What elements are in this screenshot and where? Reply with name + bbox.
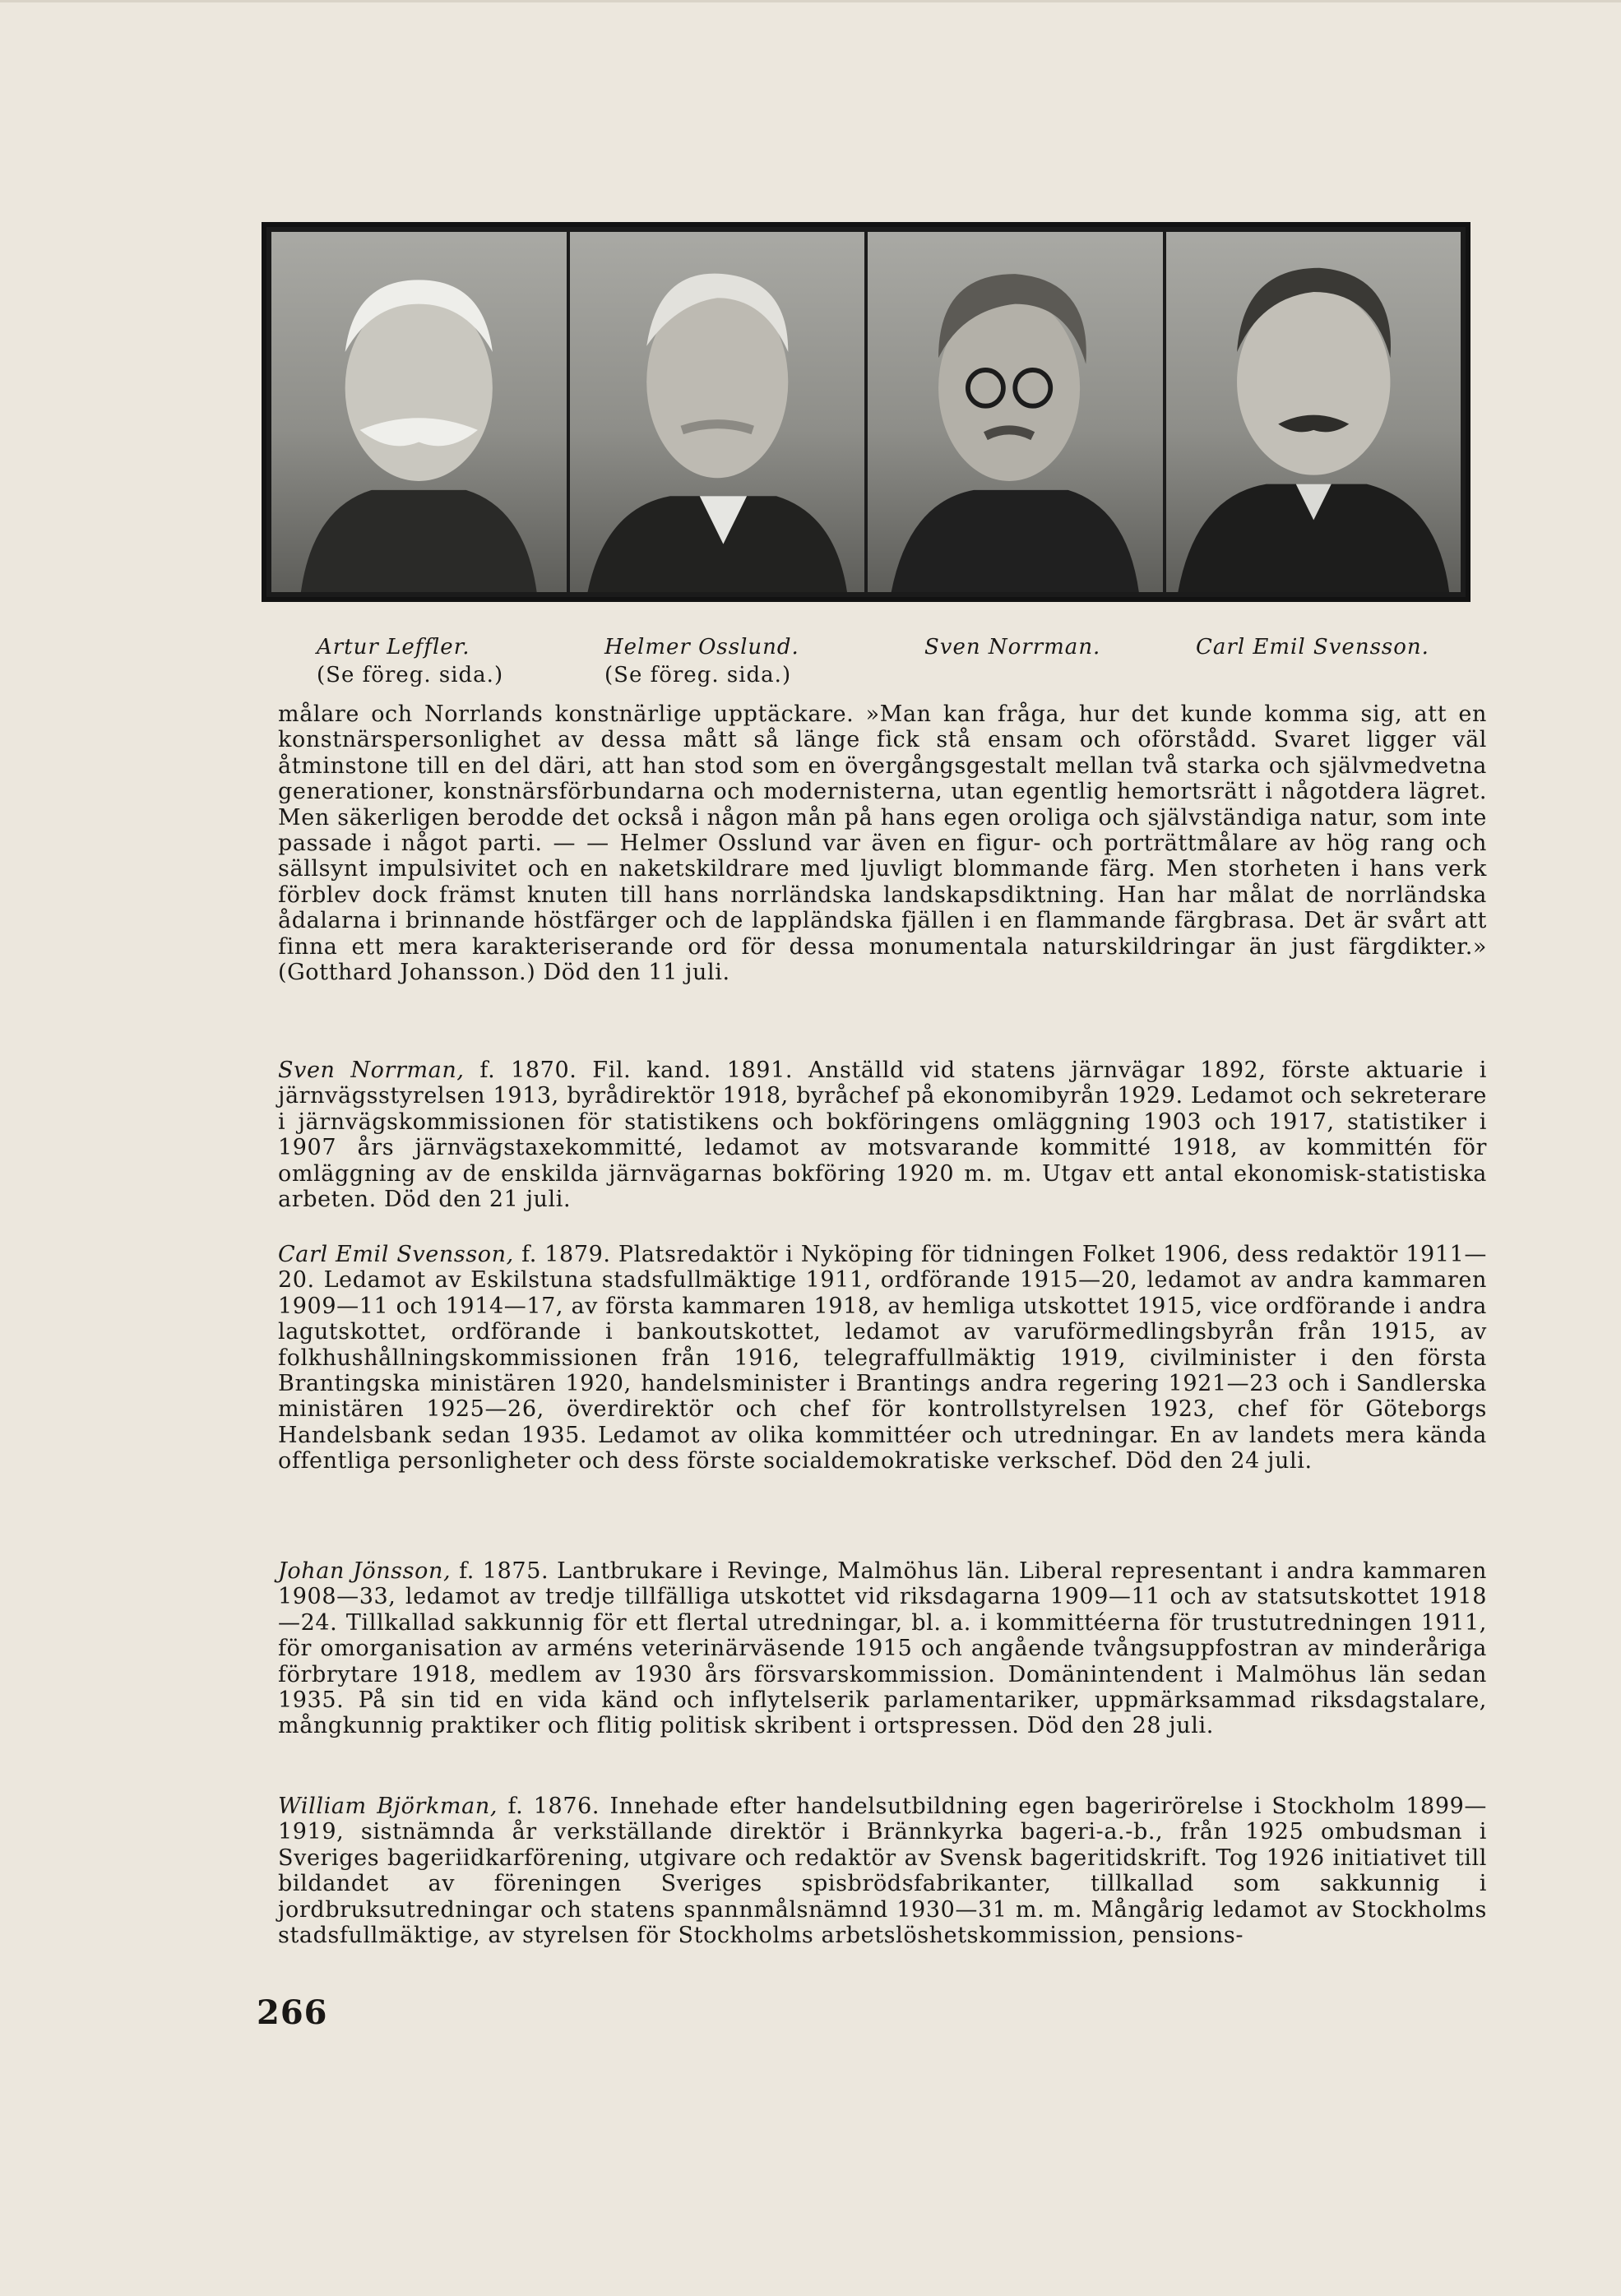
caption-carl-emil-svensson: [1196, 633, 1475, 661]
portrait-photo-helmer-osslund: [570, 232, 865, 592]
caption-name: Sven Norrman.: [924, 635, 1101, 660]
caption-sven-norrman: [924, 633, 1220, 661]
caption-reference: (Se föreg. sida.): [317, 663, 504, 687]
caption-artur-leffler: [317, 633, 613, 689]
paragraph-william-bjorkman: [278, 1794, 1487, 1948]
paragraph-carl-emil-svensson: [278, 1242, 1487, 1474]
paragraph-text: målare och Norrlands konstnärlige upptäckare. »Man kan fråga, hur det kunde komma sig, att en konstnärspersonlighet av dessa mått så länge fick stå ensam och oförstådd. Svaret ligger väl åtminstone till en del däri, att han stod som en övergångsgestalt mellan två starka och självmedvetna generationer, konstnärsförbundarna och modernisterna, utan egentlig hemortsrätt i någotdera lägret. Men säkerligen berodde det också i någon mån på hans egen oroliga och självständiga natur, som inte passade i något parti. — — Helmer Osslund var även en figur- och porträttmålare av hög rang och sällsynt impulsivitet och en naketskildrare med ljuvligt blommande färg. Men storheten i hans verk förblev dock främst knuten till hans norrländska landskapsdiktning. Han har målat de norrländska ådalarna i brinnande höstfärger och de lappländska fjällen i en flammande färgbrasa. Det är svårt att finna ett mera karakteriserande ord för dessa monumentala naturskildringar än just färgdikter.» (Gotthard Johansson.) Död den 11 juli.: [278, 701, 1487, 986]
caption-reference: (Se föreg. sida.): [604, 663, 792, 687]
caption-name: Helmer Osslund.: [604, 635, 799, 660]
paragraph-sven-norrman: [278, 1058, 1487, 1212]
portrait-photo-sven-norrman: [868, 232, 1163, 592]
portrait-photo-carl-emil-svensson: [1166, 232, 1461, 592]
paragraph-text: f. 1875. Lantbrukare i Revinge, Malmöhus län. Liberal representant i andra kammaren 1908—33, ledamot av tredje tillfälliga utskottet vid riksdagarna 1909—11 och av statsutskottet 1918—24. Tillkallad sakkunnig för ett flertal utredningar, bl. a. i kommittéerna för trustutredningen 1911, för omorganisation av arméns veterinärväsende 1915 och angående tvångsuppfostran av minderåriga förbrytare 1918, medlem av 1930 års försvarskommission. Domänintendent i Malmöhus län sedan 1935. På sin tid en vida känd och inflytelserik parlamentariker, uppmärksammad riksdagstalare, mångkunnig praktiker och flitig politisk skribent i ortspressen. Död den 28 juli.: [278, 1558, 1487, 1739]
paragraph-johan-jonsson: [278, 1558, 1487, 1739]
page-number: 266: [257, 1993, 328, 2032]
paragraph-text: f. 1876. Innehade efter handelsutbildning egen bagerirörelse i Stockholm 1899—1919, sistnämnda år verkställande direktör i Brännkyrka bageri-a.-b., från 1925 ombudsman i Sveriges bageriidkarförening, utgivare och redaktör av Svensk bageritidskrift. Tog 1926 initiativet till bildandet av föreningen Sveriges spisbrödsfabrikanter, tillkallad som sakkunnig i jordbruksutredningar och statens spannmålsnämnd 1930—31 m. m. Mångårig ledamot av Stockholms stadsfullmäktige, av styrelsen för Stockholms arbetslöshetskommission, pensions-: [278, 1794, 1487, 1949]
portrait-photo-artur-leffler: [271, 232, 567, 592]
paragraph-text: f. 1879. Platsredaktör i Nyköping för tidningen Folket 1906, dess redaktör 1911—20. Ledamot av Eskilstuna stadsfullmäktige 1911, ordförande 1915—20, ledamot av andra kammaren 1909—11 och 1914—17, av första kammaren 1918, av hemliga utskottet 1915, vice ordförande i andra lagutskottet, ordförande i bankoutskottet, ledamot av varuförmedlingsbyrån från 1915, av folkhushållningskommissionen från 1916, telegraffullmäktig 1919, civilminister i den första Brantingska ministären 1920, handelsminister i Brantings andra regering 1921—23 och i Sandlerska ministären 1925—26, överdirektör och chef för kontrollstyrelsen 1923, chef för Göteborgs Handelsbank sedan 1935. Ledamot av olika kommittéer och utredningar. En av landets mera kända offentliga personligheter och dess förste socialdemokratiske verkschef. Död den 24 juli.: [278, 1242, 1487, 1474]
paragraph-lead: Sven Norrman,: [278, 1058, 465, 1083]
paragraph-lead: Johan Jönsson,: [278, 1558, 452, 1584]
caption-name: Artur Leffler.: [317, 635, 470, 660]
paragraph-text: f. 1870. Fil. kand. 1891. Anställd vid statens järnvägar 1892, förste aktuarie i järnvägsstyrelsen 1913, byrådirektör 1918, byråchef på ekonomibyrån 1929. Ledamot och sekreterare i järnvägskommissionen för statistikens och bokföringens omläggning 1903 och 1917, statistiker i 1907 års järnvägstaxekommitté, ledamot av motsvarande kommitté 1918, av kommittén för omläggning av de enskilda järnvägarnas bokföring 1920 m. m. Utgav ett antal ekonomisk-statistiska arbeten. Död den 21 juli.: [278, 1058, 1487, 1213]
caption-name: Carl Emil Svensson.: [1196, 635, 1429, 660]
paragraph-lead: Carl Emil Svensson,: [278, 1242, 514, 1267]
portrait-strip: [262, 222, 1470, 602]
caption-helmer-osslund: [604, 633, 901, 689]
paragraph-lead: William Björkman,: [278, 1794, 498, 1819]
paragraph-osslund-continued: [278, 701, 1487, 985]
